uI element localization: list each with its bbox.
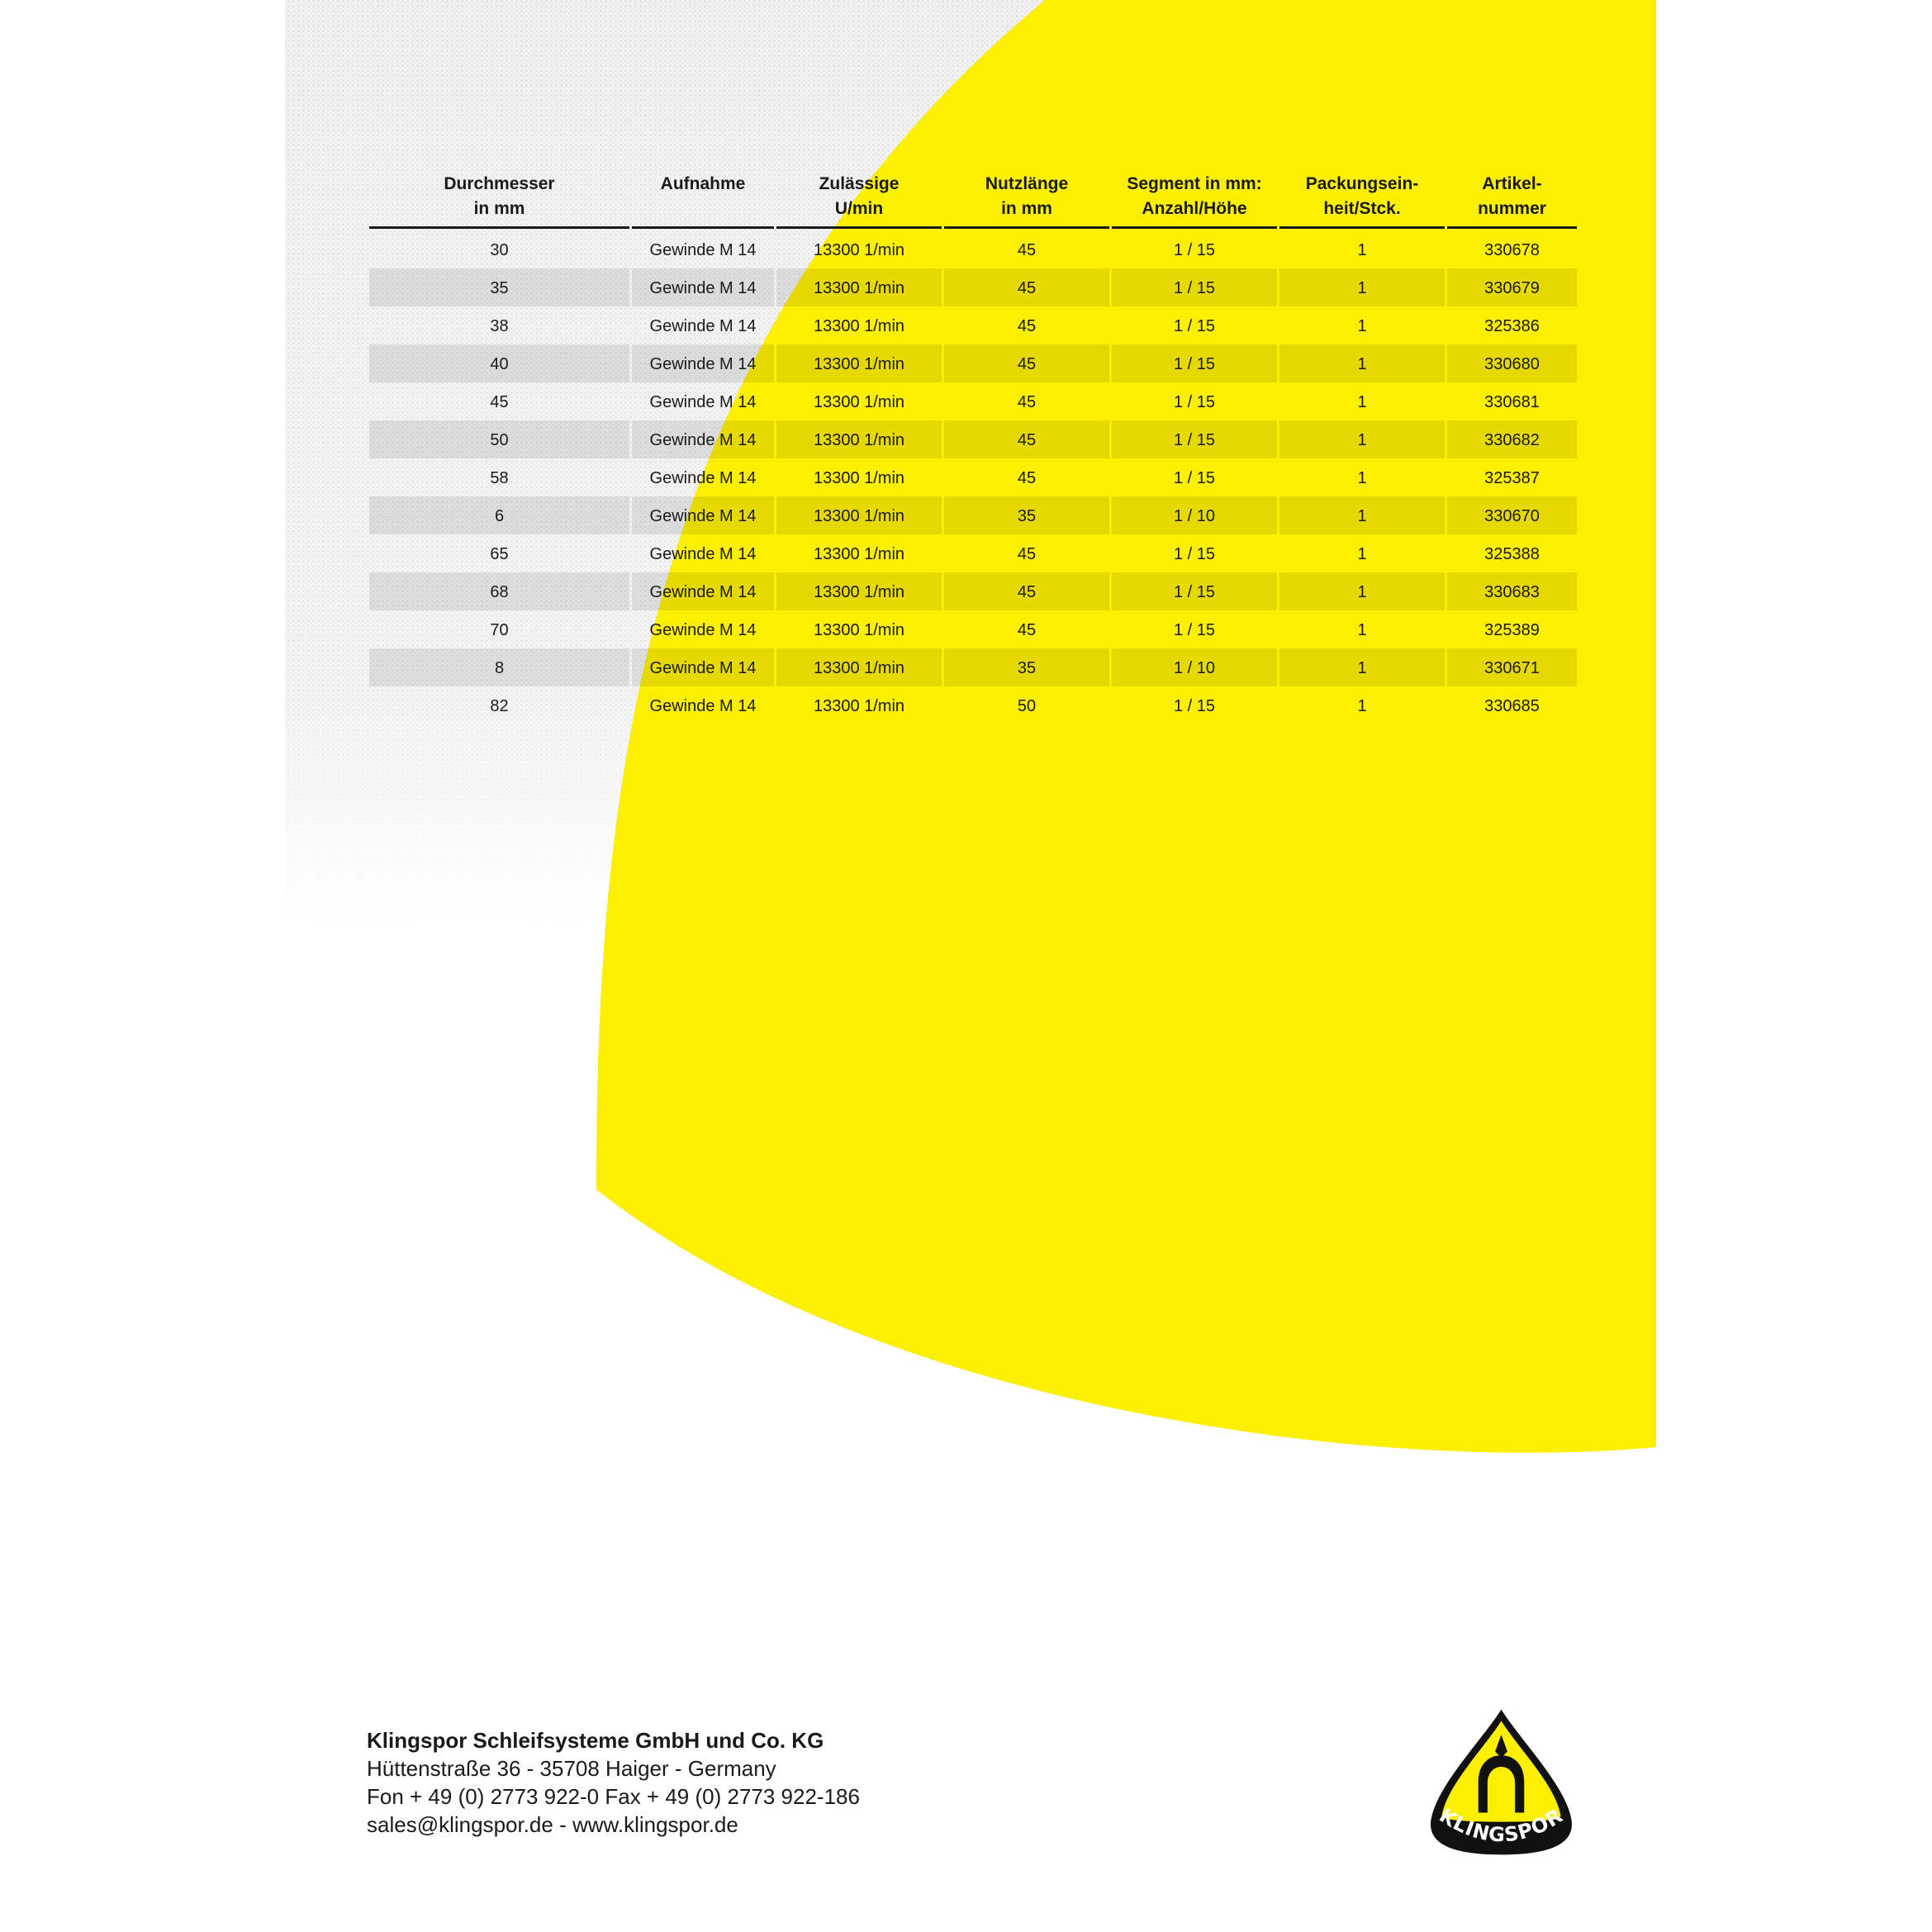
cell-segment: 1 / 15	[1173, 240, 1216, 259]
cell-packungseinheit: 1	[1357, 392, 1367, 411]
cell-durchmesser: 50	[369, 420, 629, 458]
cell-artikelnummer: 330678	[1484, 240, 1540, 259]
cell-drehzahl: 13300 1/min	[813, 316, 905, 335]
cell-nutzlaenge: 45	[1017, 240, 1037, 259]
cell-aufnahme: Gewinde M 14	[649, 316, 757, 335]
header-artikelnummer: Artikel- nummer	[1447, 165, 1577, 229]
logo-text: KLINGSPOR	[1435, 1803, 1568, 1847]
cell-nutzlaenge: 35	[944, 496, 1109, 534]
cell-drehzahl: 13300 1/min	[813, 468, 905, 487]
header-segment: Segment in mm: Anzahl/Höhe	[1112, 165, 1277, 229]
cell-packungseinheit: 1	[1357, 316, 1367, 335]
cell-durchmesser: 68	[369, 572, 629, 610]
table-row	[369, 420, 1577, 458]
cell-durchmesser: 82	[490, 696, 509, 715]
klingspor-logo	[1425, 1706, 1578, 1858]
cell-aufnahme: Gewinde M 14	[632, 648, 774, 686]
cell-drehzahl: 13300 1/min	[813, 544, 905, 563]
cell-artikelnummer: 325388	[1484, 544, 1540, 563]
table-row	[369, 572, 1577, 610]
cell-artikelnummer: 325386	[1484, 316, 1540, 335]
header-zulaessige: Zulässige U/min	[776, 165, 942, 229]
cell-packungseinheit: 1	[1357, 468, 1367, 487]
company-name: Klingspor Schleifsysteme GmbH und Co. KG	[367, 1728, 824, 1753]
cell-artikelnummer: 325389	[1484, 620, 1540, 639]
cell-aufnahme: Gewinde M 14	[649, 544, 757, 563]
table-row	[369, 306, 1577, 344]
cell-drehzahl: 13300 1/min	[813, 240, 905, 259]
table-row	[369, 534, 1577, 572]
table-row	[369, 268, 1577, 306]
cell-aufnahme: Gewinde M 14	[632, 572, 774, 610]
cell-artikelnummer: 330680	[1447, 344, 1577, 382]
header-packungseinheit: Packungsein- heit/Stck.	[1279, 165, 1445, 229]
cell-segment: 1 / 15	[1173, 392, 1216, 411]
cell-durchmesser: 8	[369, 648, 629, 686]
cell-segment: 1 / 10	[1112, 648, 1277, 686]
cell-drehzahl: 13300 1/min	[813, 620, 905, 639]
cell-aufnahme: Gewinde M 14	[632, 496, 774, 534]
cell-aufnahme: Gewinde M 14	[649, 468, 757, 487]
table-row	[369, 610, 1577, 648]
cell-packungseinheit: 1	[1279, 344, 1445, 382]
header-aufnahme: Aufnahme	[632, 165, 774, 229]
company-phone-fax: Fon + 49 (0) 2773 922-0 Fax + 49 (0) 2773 922-186	[367, 1784, 860, 1809]
cell-artikelnummer: 330679	[1447, 268, 1577, 306]
footer-contact	[367, 1726, 860, 1839]
table-row	[369, 382, 1577, 420]
cell-packungseinheit: 1	[1357, 620, 1367, 639]
cell-artikelnummer: 330682	[1447, 420, 1577, 458]
cell-nutzlaenge: 50	[1017, 696, 1037, 715]
cell-durchmesser: 70	[490, 620, 509, 639]
company-address: Hüttenstraße 36 - 35708 Haiger - Germany	[367, 1756, 776, 1781]
cell-segment: 1 / 15	[1112, 268, 1277, 306]
table-header-row	[369, 165, 1577, 229]
cell-aufnahme: Gewinde M 14	[649, 696, 757, 715]
cell-segment: 1 / 10	[1112, 496, 1277, 534]
cell-nutzlaenge: 45	[944, 344, 1109, 382]
cell-nutzlaenge: 45	[1017, 620, 1037, 639]
cell-segment: 1 / 15	[1173, 316, 1216, 335]
cell-artikelnummer: 330670	[1447, 496, 1577, 534]
cell-nutzlaenge: 45	[1017, 544, 1037, 563]
cell-aufnahme: Gewinde M 14	[632, 420, 774, 458]
cell-drehzahl: 13300 1/min	[776, 648, 942, 686]
cell-segment: 1 / 15	[1173, 620, 1216, 639]
cell-packungseinheit: 1	[1357, 240, 1367, 259]
cell-drehzahl: 13300 1/min	[813, 696, 905, 715]
cell-nutzlaenge: 45	[944, 572, 1109, 610]
table-row	[369, 496, 1577, 534]
cell-aufnahme: Gewinde M 14	[632, 344, 774, 382]
cell-nutzlaenge: 35	[944, 648, 1109, 686]
cell-packungseinheit: 1	[1279, 268, 1445, 306]
cell-segment: 1 / 15	[1112, 420, 1277, 458]
cell-drehzahl: 13300 1/min	[776, 496, 942, 534]
cell-drehzahl: 13300 1/min	[776, 344, 942, 382]
table-body	[369, 229, 1577, 724]
table-row	[369, 458, 1577, 496]
cell-segment: 1 / 15	[1112, 572, 1277, 610]
table-row	[369, 648, 1577, 686]
cell-artikelnummer: 330683	[1447, 572, 1577, 610]
cell-durchmesser: 65	[490, 544, 509, 563]
cell-artikelnummer: 330685	[1484, 696, 1540, 715]
product-spec-table	[367, 165, 1579, 724]
cell-aufnahme: Gewinde M 14	[649, 240, 757, 259]
cell-segment: 1 / 15	[1112, 344, 1277, 382]
cell-drehzahl: 13300 1/min	[776, 420, 942, 458]
cell-nutzlaenge: 45	[944, 268, 1109, 306]
table-row	[369, 344, 1577, 382]
table-row	[369, 686, 1577, 724]
header-durchmesser: Durchmesser in mm	[369, 165, 629, 229]
cell-nutzlaenge: 45	[1017, 468, 1037, 487]
cell-durchmesser: 40	[369, 344, 629, 382]
cell-aufnahme: Gewinde M 14	[649, 392, 757, 411]
cell-artikelnummer: 325387	[1484, 468, 1540, 487]
cell-drehzahl: 13300 1/min	[776, 572, 942, 610]
cell-packungseinheit: 1	[1279, 496, 1445, 534]
cell-durchmesser: 58	[490, 468, 509, 487]
cell-packungseinheit: 1	[1357, 544, 1367, 563]
header-nutzlaenge: Nutzlänge in mm	[944, 165, 1109, 229]
cell-packungseinheit: 1	[1279, 420, 1445, 458]
company-web: sales@klingspor.de - www.klingspor.de	[367, 1812, 738, 1837]
cell-nutzlaenge: 45	[1017, 392, 1037, 411]
table-row	[369, 229, 1577, 268]
cell-drehzahl: 13300 1/min	[813, 392, 905, 411]
cell-durchmesser: 38	[490, 316, 509, 335]
cell-segment: 1 / 15	[1173, 696, 1216, 715]
cell-durchmesser: 35	[369, 268, 629, 306]
cell-packungseinheit: 1	[1279, 648, 1445, 686]
cell-segment: 1 / 15	[1173, 544, 1216, 563]
cell-aufnahme: Gewinde M 14	[632, 268, 774, 306]
cell-artikelnummer: 330681	[1484, 392, 1540, 411]
cell-nutzlaenge: 45	[944, 420, 1109, 458]
cell-packungseinheit: 1	[1279, 572, 1445, 610]
cell-drehzahl: 13300 1/min	[776, 268, 942, 306]
cell-artikelnummer: 330671	[1447, 648, 1577, 686]
cell-segment: 1 / 15	[1173, 468, 1216, 487]
cell-packungseinheit: 1	[1357, 696, 1367, 715]
cell-nutzlaenge: 45	[1017, 316, 1037, 335]
cell-durchmesser: 30	[490, 240, 509, 259]
cell-durchmesser: 45	[490, 392, 509, 411]
cell-durchmesser: 6	[369, 496, 629, 534]
cell-aufnahme: Gewinde M 14	[649, 620, 757, 639]
